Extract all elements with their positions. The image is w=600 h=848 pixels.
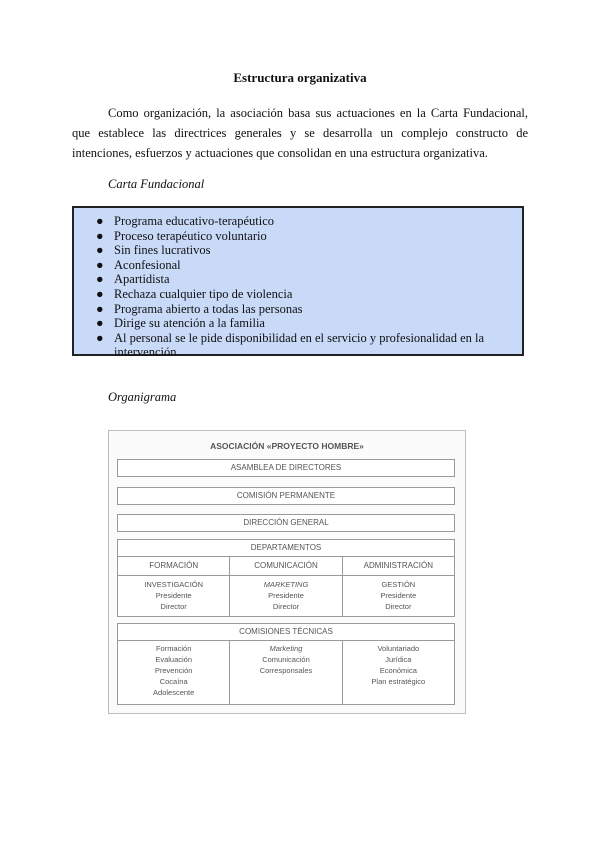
org-comision-permanente: COMISIÓN PERMANENTE <box>117 487 455 505</box>
bullet-icon: ● <box>96 316 104 331</box>
list-item: ● Aconfesional <box>96 257 181 272</box>
organigrama-chart <box>108 430 466 714</box>
list-item: ● Sin fines lucrativos <box>96 243 211 258</box>
carta-list <box>74 214 522 360</box>
carta-fundacional-box <box>72 206 524 360</box>
comision-column: Formación Evaluación Prevención Cocaína Adolescente <box>153 644 195 697</box>
org-direccion-general: DIRECCIÓN GENERAL <box>117 514 455 532</box>
carta-heading: Carta Fundacional <box>108 177 205 191</box>
comision-column: Voluntariado Jurídica Económica Plan estratégico <box>342 641 454 704</box>
bullet-icon: ● <box>96 286 104 301</box>
comision-column: Marketing Comunicación Corresponsales <box>229 641 341 704</box>
list-item: ● Apartidista <box>96 272 170 287</box>
dept-head: ADMINISTRACIÓN <box>343 559 454 576</box>
page-title: Estructura organizativa <box>233 70 367 85</box>
dept-head: COMUNICACIÓN <box>230 559 341 576</box>
list-item: ● Al personal se le pide disponibilidad en el servicio y profesionalidad en la intervención <box>96 330 485 360</box>
list-item: ● Programa abierto a todas las personas <box>96 301 303 316</box>
list-item: ● Rechaza cualquier tipo de violencia <box>96 286 293 301</box>
dept-column: ADMINISTRACIÓN GESTIÓN Presidente Director <box>342 557 454 616</box>
list-item: ● Proceso terapéutico voluntario <box>96 228 267 243</box>
bullet-icon: ● <box>96 243 104 258</box>
bullet-icon: ● <box>96 214 104 228</box>
org-comisiones-tecnicas <box>117 623 455 705</box>
list-item: ● Dirige su atención a la familia <box>96 316 265 331</box>
list-item: ● Programa educativo-terapéutico <box>96 214 274 228</box>
bullet-icon: ● <box>96 330 104 345</box>
bullet-icon: ● <box>96 257 104 272</box>
org-title: ASOCIACIÓN «PROYECTO HOMBRE» <box>210 441 364 451</box>
org-asamblea: ASAMBLEA DE DIRECTORES <box>117 459 455 477</box>
org-departamentos <box>117 539 455 617</box>
dept-column: COMUNICACIÓN MARKETING Presidente Director <box>229 557 341 616</box>
departamentos-label: DEPARTAMENTOS <box>118 540 454 557</box>
bullet-icon: ● <box>96 272 104 287</box>
bullet-icon: ● <box>96 228 104 243</box>
dept-head: FORMACIÓN <box>118 559 229 576</box>
comisiones-label: COMISIONES TÉCNICAS <box>118 624 454 641</box>
organigrama-heading: Organigrama <box>108 390 177 404</box>
bullet-icon: ● <box>96 301 104 316</box>
intro-paragraph: Como organización, la asociación basa sus actuaciones en la Carta Fundacional, que establece las directrices generales y se desarrolla un complejo constructo de intenciones, esfuerzos y actuaciones que consolidan en una estructura organizativa. <box>72 106 528 160</box>
dept-column: FORMACIÓN INVESTIGACIÓN Presidente Director <box>118 557 229 616</box>
